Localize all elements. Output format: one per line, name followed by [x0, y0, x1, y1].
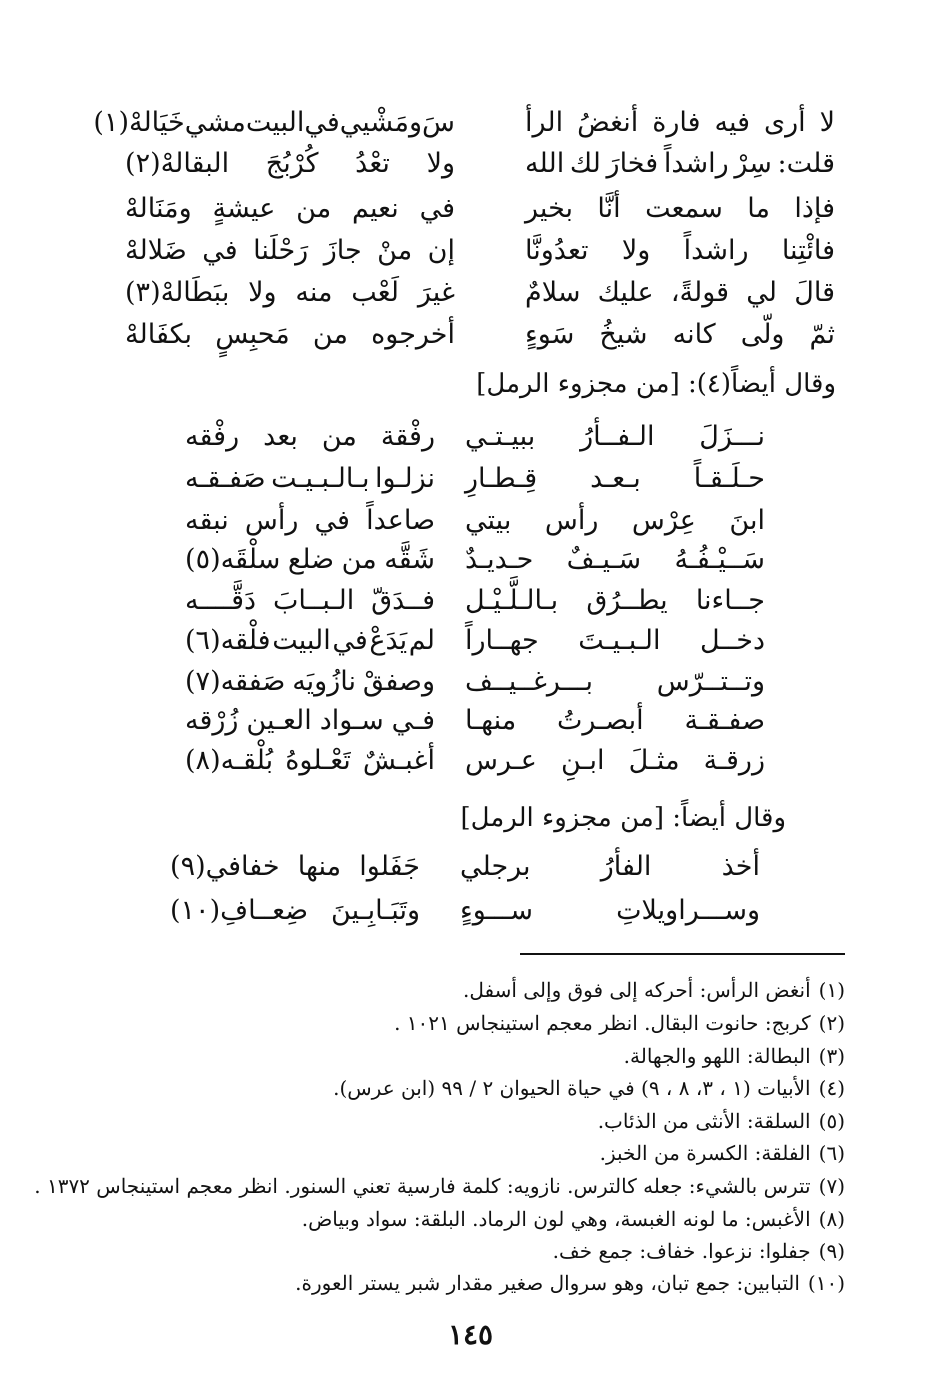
footnote-number: (٦): [818, 1141, 845, 1165]
verse-word: ســـوءٍ: [460, 895, 533, 926]
verse-word: أخرجوه: [371, 319, 455, 350]
footnote: [25, 1073, 845, 1103]
verse-word: ابـنِ: [560, 745, 605, 776]
verse-word: ما: [747, 193, 770, 224]
verse-word: منها: [297, 851, 342, 882]
verse-word: فيه: [714, 107, 750, 138]
footnote-text: التبابين: جمع تبان، وهو سروال صغير مقدار شبر يستر العورة.: [295, 1271, 800, 1295]
verse: [185, 742, 765, 780]
verse-first-hemistich: [525, 274, 835, 312]
verse: [185, 702, 765, 740]
verse-second-hemistich: [170, 848, 420, 886]
verse: [125, 232, 835, 270]
verse-word: الله: [525, 148, 565, 179]
verse-word: بكفَالهْ: [125, 319, 193, 350]
verse-word: منْ: [377, 235, 413, 266]
page-number: ١٤٥: [447, 1318, 494, 1351]
verse-second-hemistich: [125, 145, 455, 183]
verse-word: البيت: [272, 625, 331, 656]
verse-word: ولا: [621, 235, 651, 266]
verse-second-hemistich: [185, 460, 435, 498]
footnote: [25, 1106, 845, 1136]
verse-first-hemistich: [465, 622, 765, 660]
verse-word: فارة: [652, 107, 701, 138]
verse-word: صفـقـة: [684, 705, 765, 736]
verse-first-hemistich: [525, 190, 835, 228]
footnote-number: (٧): [818, 1174, 845, 1198]
verse-word: من: [341, 544, 377, 575]
footnote-text: تترس بالشيء: جعله كالترس. نازويه: كلمة فارسية تعني السنور. انظر معجم استينجاس ١٣٧٢ .: [34, 1174, 811, 1198]
footnote: [25, 1008, 845, 1038]
verse-word: كانه: [672, 319, 716, 350]
verse-word: نزلـوا: [375, 463, 435, 494]
verse-word: نعيم: [352, 193, 399, 224]
verse-word: من: [321, 421, 357, 452]
verse-word: نبقه: [185, 505, 229, 536]
verse-word: الـفــأرُ: [580, 421, 655, 452]
verse-word: ومَنَالهْ: [125, 193, 192, 224]
verse-second-hemistich: [185, 663, 435, 701]
verse: [125, 190, 835, 228]
verse-word: فــدَقّ: [371, 585, 435, 616]
verse-second-hemistich: [185, 582, 435, 620]
verse-word: غيرَ: [417, 277, 455, 308]
verse: [185, 663, 765, 701]
verse-word: ومَشْيي: [339, 107, 423, 138]
verse: [125, 145, 835, 183]
verse-word: فخارَ: [606, 148, 659, 179]
verse: [93, 104, 835, 142]
verse-second-hemistich: [125, 316, 455, 354]
verse-word: مثـلَ: [628, 745, 680, 776]
verse-word: بيتي: [465, 505, 512, 536]
verse-word: عليك: [597, 277, 654, 308]
verse-first-hemistich: [465, 582, 765, 620]
footnote-text: الفلقة: الكسرة من الخبز.: [599, 1141, 811, 1165]
verse-word: لك: [569, 148, 601, 179]
verse-word: أخذ: [721, 851, 760, 882]
verse-word: منه: [295, 277, 333, 308]
verse-word: قولةً،: [670, 277, 730, 308]
verse-word: في: [202, 235, 238, 266]
verse-word: من: [312, 319, 348, 350]
verse-word: عِرْس: [631, 505, 696, 536]
verse-word: حـلَـقـاً: [693, 463, 765, 494]
verse-word: لا: [819, 107, 835, 138]
verse-word: البقالهْ(٢): [125, 148, 230, 179]
verse-word: شيخُ: [599, 319, 648, 350]
footnote-number: (١): [818, 978, 845, 1002]
verse-word: بعد: [263, 421, 298, 452]
verse-first-hemistich: [525, 104, 835, 142]
verse-second-hemistich: [125, 274, 455, 312]
verse-second-hemistich: [93, 104, 455, 142]
verse-word: فإذا: [794, 193, 835, 224]
verse-word: سمعت: [645, 193, 723, 224]
verse-word: تعدُونَّا: [525, 235, 589, 266]
verse-word: لَعْب: [351, 277, 400, 308]
verse-first-hemistich: [525, 145, 835, 183]
verse-word: راشداً: [663, 148, 729, 179]
verse: [185, 622, 765, 660]
verse-word: سَــيْـفُـهُ: [674, 544, 765, 575]
verse: [125, 316, 835, 354]
verse-word: دَقَّــــه: [185, 585, 257, 616]
verse-word: قلت:: [777, 148, 835, 179]
verse-word: أنَّا: [597, 193, 621, 224]
verse-word: رأس: [244, 505, 299, 536]
verse-word: صَفـقـه: [185, 463, 266, 494]
verse-second-hemistich: [185, 502, 435, 540]
verse-first-hemistich: [465, 418, 765, 456]
verse-word: في: [304, 107, 340, 138]
verse-word: رفْقه: [185, 421, 240, 452]
footnote: [25, 975, 845, 1005]
verse: [185, 541, 765, 579]
verse-word: سَـيـفٌ: [566, 544, 642, 575]
verse-word: ابنَ: [729, 505, 765, 536]
verse: [125, 274, 835, 312]
verse: [185, 582, 765, 620]
verse-word: دخــل: [700, 625, 765, 656]
verse-word: وســـراويلاتِ: [616, 895, 760, 926]
verse-first-hemistich: [525, 316, 835, 354]
verse: [170, 892, 760, 930]
verse-second-hemistich: [125, 232, 455, 270]
verse-word: قِـطـارِ: [465, 463, 538, 494]
verse-word: جازَ: [323, 235, 362, 266]
verse-word: العـين: [246, 705, 312, 736]
verse-word: سَ: [422, 107, 455, 138]
verse-word: بـــرغــيــف: [465, 666, 593, 697]
verse-word: رأس: [544, 505, 599, 536]
verse-word: أرى: [763, 107, 806, 138]
footnote-number: (١٠): [807, 1271, 845, 1295]
footnote: [25, 1204, 845, 1234]
verse-word: منهـا: [465, 705, 517, 736]
verse-word: أغبـشٌ: [362, 745, 435, 776]
footnote-text: كربج: حانوت البقال. انظر معجم استينجاس ١٠٢١ .: [394, 1011, 811, 1035]
verse-word: يطــرُق: [586, 585, 668, 616]
footnote: [25, 1041, 845, 1071]
footnote-text: الأبيات (١ ، ٣، ٨ ، ٩) في حياة الحيوان ٢ / ٩٩ (ابن عرس).: [333, 1076, 811, 1100]
verse-second-hemistich: [185, 742, 435, 780]
verse-word: خفافي(٩): [170, 851, 280, 882]
verse-word: رفْقة: [380, 421, 435, 452]
verse-word: الـبــابَ: [272, 585, 355, 616]
verse-word: زُرْقه: [185, 705, 239, 736]
verse-word: ثمّ: [809, 319, 835, 350]
verse-word: في: [419, 193, 455, 224]
verse-word: في: [332, 625, 368, 656]
verse-second-hemistich: [125, 190, 455, 228]
footnote-text: جفلوا: نزعوا. خفاف: جمع خف.: [552, 1239, 811, 1263]
verse-word: وتَبَـابِـينَ: [331, 895, 420, 926]
footnote-number: (٤): [818, 1076, 845, 1100]
verse-second-hemistich: [185, 541, 435, 579]
verse-second-hemistich: [185, 418, 435, 456]
verse-word: صاعداً: [366, 505, 435, 536]
verse-word: راشداً: [683, 235, 749, 266]
verse-word: سـواد: [319, 705, 384, 736]
verse-first-hemistich: [460, 892, 760, 930]
verse-word: بُلْقـه(٨): [185, 745, 274, 776]
verse-word: فلْقه(٦): [185, 625, 271, 656]
footnote-number: (٢): [818, 1011, 845, 1035]
verse-word: رَحْلَنا: [253, 235, 309, 266]
verse-word: بـالـبـيـت: [271, 463, 370, 494]
poem-3: [170, 848, 760, 938]
verse-word: خَيَالهْ(١): [93, 107, 185, 138]
verse-word: إن: [427, 235, 455, 266]
verse-word: نازُويَه: [292, 666, 356, 697]
verse-first-hemistich: [465, 702, 765, 740]
verse-word: بـالـلَّـيْـل: [465, 585, 559, 616]
verse-word: ضِعــافِ(١٠): [170, 895, 309, 926]
verse-word: الـبـيـتَ: [578, 625, 661, 656]
verse-word: سَوءٍ: [525, 319, 575, 350]
verse-first-hemistich: [465, 663, 765, 701]
verse-word: جهــاراً: [465, 625, 539, 656]
verse-word: أبصـرتُ: [557, 705, 644, 736]
verse-first-hemistich: [465, 541, 765, 579]
verse-word: ضلع: [287, 544, 335, 575]
verse-word: جَفَلوا: [359, 851, 420, 882]
footnote-number: (٣): [818, 1044, 845, 1068]
verse-first-hemistich: [460, 848, 760, 886]
verse-word: زرقـة: [703, 745, 765, 776]
footnote: [25, 1171, 845, 1201]
verse-second-hemistich: [185, 702, 435, 740]
verse-word: كُرْبُجَ: [265, 148, 319, 179]
verse-word: ولا: [426, 148, 455, 179]
footnote-number: (٩): [818, 1239, 845, 1263]
verse: [170, 848, 760, 886]
verse-word: مشي: [184, 107, 246, 138]
verse-word: من: [296, 193, 332, 224]
verse-word: حـديـدٌ: [465, 544, 534, 575]
verse-word: بخير: [525, 193, 574, 224]
verse-word: سِرْ: [734, 148, 772, 179]
verse: [185, 460, 765, 498]
footnote-text: السلقة: الأنثى من الذئاب.: [597, 1109, 811, 1133]
verse-word: في: [314, 505, 350, 536]
footnote-text: أنغض الرأس: أحركه إلى فوق وإلى أسفل.: [462, 978, 811, 1002]
poem-intro: وقال أيضاً(٤): [من مجزوء الرمل]: [476, 369, 836, 399]
verse-word: لم: [408, 625, 435, 656]
verse-word: شَقَّه: [384, 544, 435, 575]
verse: [185, 502, 765, 540]
verse-word: الرأ: [525, 107, 564, 138]
verse-first-hemistich: [465, 502, 765, 540]
footnote-number: (٨): [818, 1207, 845, 1231]
verse-first-hemistich: [525, 232, 835, 270]
verse-word: برجلي: [460, 851, 531, 882]
verse-word: وتــتــرّس: [656, 666, 765, 697]
footnote: [25, 1268, 845, 1298]
verse-word: فائْتِنا: [781, 235, 835, 266]
verse-word: جــاءنا: [695, 585, 765, 616]
verse-first-hemistich: [465, 460, 765, 498]
verse-word: بـعـد: [590, 463, 641, 494]
verse-word: لي: [746, 277, 778, 308]
verse: [185, 418, 765, 456]
verse-word: ضَلالهْ: [125, 235, 187, 266]
verse-second-hemistich: [185, 622, 435, 660]
footnote: [25, 1138, 845, 1168]
verse-word: تعْدُ: [355, 148, 390, 179]
verse-first-hemistich: [465, 742, 765, 780]
footnote-text: الأغبس: ما لونه الغبسة، وهي لون الرماد. البلقة: سواد وبياض.: [301, 1207, 811, 1231]
verse-word: ولّى: [740, 319, 785, 350]
poem-intro: وقال أيضاً: [من مجزوء الرمل]: [460, 803, 786, 833]
verse-second-hemistich: [170, 892, 420, 930]
verse-word: فـي: [391, 705, 435, 736]
verse-word: صَفقه(٧): [185, 666, 286, 697]
verse-word: أنغضُ: [577, 107, 639, 138]
footnote-text: البطالة: اللهو والجهالة.: [623, 1044, 811, 1068]
verse-word: الفأرُ: [600, 851, 652, 882]
verse-word: ولا: [248, 277, 277, 308]
verse-word: قالَ: [794, 277, 835, 308]
footnote: [25, 1236, 845, 1266]
verse-word: نـــزَلَ: [699, 421, 765, 452]
verse-word: عـرس: [465, 745, 537, 776]
verse-word: سلْقَه(٥): [185, 544, 281, 575]
poem-2: [185, 418, 765, 788]
verse-word: البيت: [245, 107, 305, 138]
verse-word: تَعْـلوهُ: [285, 745, 351, 776]
verse-word: سلامٌ: [525, 277, 581, 308]
verse-word: يَدَعْ: [369, 625, 408, 656]
verse-word: ببَطَالهْ(٣): [125, 277, 230, 308]
footnote-number: (٥): [818, 1109, 845, 1133]
verse-word: ببيـتـي: [465, 421, 536, 452]
verse-word: وصفقْ: [362, 666, 435, 697]
footnote-divider: [520, 953, 845, 955]
poem-1: [93, 104, 835, 350]
verse-word: مَحبِسٍ: [215, 319, 290, 350]
verse-word: عيشةٍ: [212, 193, 276, 224]
